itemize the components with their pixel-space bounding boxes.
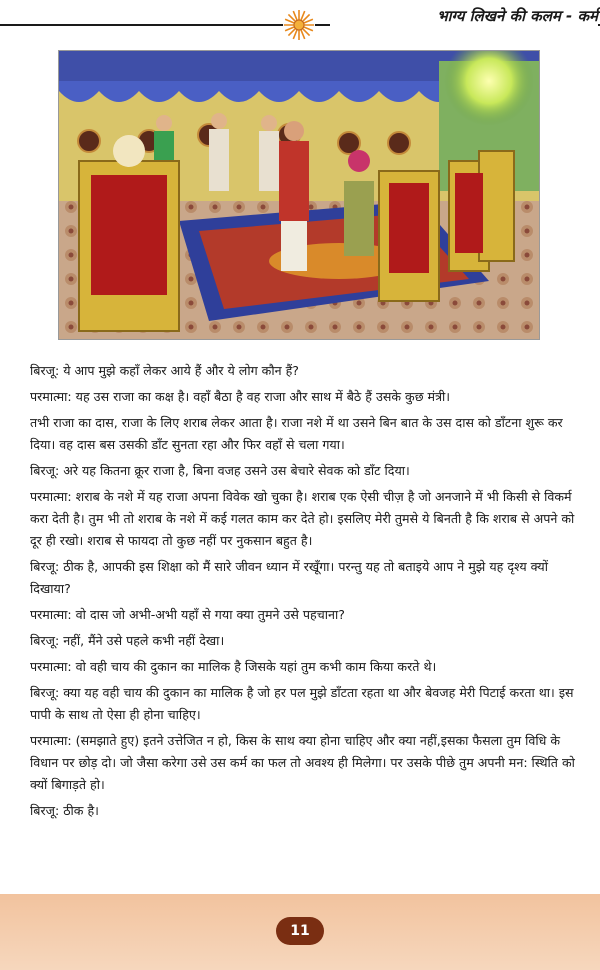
paragraph: परमात्मा: (समझाते हुए) इतने उत्तेजित न हो, किस के साथ क्या होना चाहिए और क्या नहीं,इसका फैसला तुम विधि के विधान पर छोड़ दो। जो जैसा करेगा उसे उस कर्म का फल तो अवश्य ही मिलेगा। पर उसके पीछे तुम अपनी मन: स्थिति को क्यों बिगाड़ते हो।: [30, 733, 575, 792]
paragraph: बिरजू: अरे यह कितना क्रूर राजा है, बिना वजह उसने उस बेचारे सेवक को डाँट दिया।: [30, 463, 410, 478]
story-text: [30, 360, 575, 826]
paragraph: बिरजू: नहीं, मैंने उसे पहले कभी नहीं देखा।: [30, 633, 225, 648]
paragraph: बिरजू: ठीक है, आपकी इस शिक्षा को मैं सारे जीवन ध्यान में रखूँगा। परन्तु यह तो बताइये आप ने मुझे यह दृश्य क्यों दिखाया?: [30, 559, 548, 596]
page-header-title: भाग्य लिखने की कलम - कर्म: [330, 6, 598, 26]
sunburst-icon: [282, 8, 316, 42]
court-scene-illustration: [58, 50, 540, 340]
paragraph: परमात्मा: वो वही चाय की दुकान का मालिक है जिसके यहां तुम कभी काम किया करते थे।: [30, 659, 437, 674]
paragraph: परमात्मा: यह उस राजा का कक्ष है। वहाँ बैठा है वह राजा और साथ में बैठे हैं उसके कुछ मंत्री।: [30, 389, 451, 404]
paragraph: परमात्मा: शराब के नशे में यह राजा अपना विवेक खो चुका है। शराब एक ऐसी चीज़ है जो अनजाने में भी किसी से विकर्म करा देती है। तुम भी तो शराब के नशे में कई गलत काम कर देते हो। इसलिए मेरी तुमसे ये बिनती है कि शराब से अपने को दूर ही रखो। शराब से फायदा तो कुछ नहीं पर नुकसान बहुत है।: [30, 489, 575, 548]
page-number-badge: 11: [276, 917, 324, 945]
paragraph: परमात्मा: वो दास जो अभी-अभी यहाँ से गया क्या तुमने उसे पहचाना?: [30, 607, 345, 622]
paragraph: तभी राजा का दास, राजा के लिए शराब लेकर आता है। राजा नशे में था उसने बिन बात के उस दास को डाँटना शुरू कर दिया। वह दास बस उसकी डाँट सुनता रहा और फिर वहाँ से चला गया।: [30, 415, 563, 452]
paragraph: बिरजू: ये आप मुझे कहाँ लेकर आये हैं और ये लोग कौन हैं?: [30, 363, 299, 378]
paragraph: बिरजू: ठीक है।: [30, 803, 99, 818]
paragraph: बिरजू: क्या यह वही चाय की दुकान का मालिक है जो हर पल मुझे डाँटता रहता था और बेवजह मेरी पिटाई करता था। इस पापी के साथ तो ऐसा ही होना चाहिए।: [30, 685, 574, 722]
